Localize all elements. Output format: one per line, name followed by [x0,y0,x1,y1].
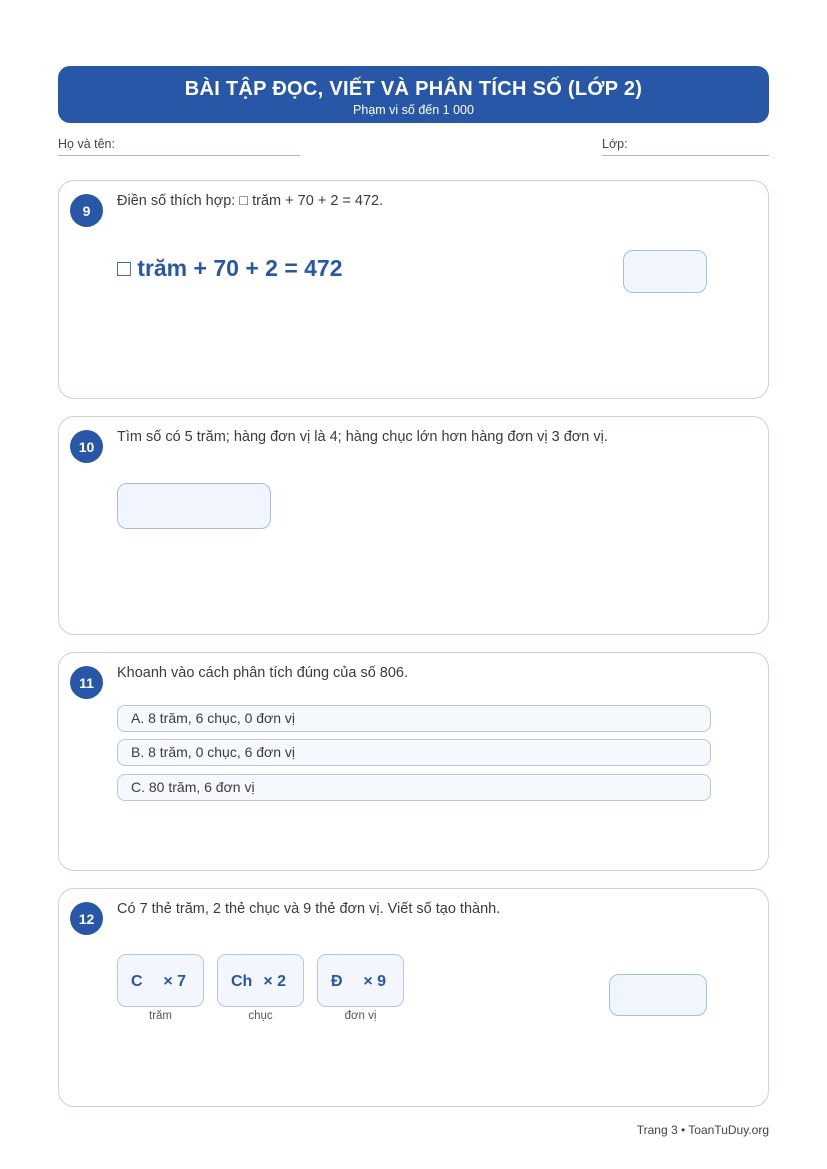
question-prompt: Có 7 thẻ trăm, 2 thẻ chục và 9 thẻ đơn vị. Viết số tạo thành. [117,901,501,917]
name-field[interactable] [58,137,300,156]
block-symbol: Đ [331,973,343,990]
block-symbol: Ch [231,973,253,990]
class-field[interactable] [602,137,769,156]
equation-display: □ trăm + 70 + 2 = 472 [117,255,343,281]
question-prompt: Tìm số có 5 trăm; hàng đơn vị là 4; hàng chục lớn hơn hàng đơn vị 3 đơn vị. [117,429,608,445]
question-card-9 [58,180,769,399]
answer-box[interactable] [117,483,271,529]
question-prompt: Khoanh vào cách phân tích đúng của số 806. [117,665,409,681]
block-count: × 7 [163,973,186,990]
page-footer: Trang 3 • ToanTuDuy.org [636,1123,769,1137]
option-c[interactable]: C. 80 trăm, 6 đơn vị [117,774,711,801]
block-count: × 9 [363,973,386,990]
question-card-11 [58,652,769,871]
block-symbol: C [131,973,143,990]
question-number: 9 [70,194,103,227]
option-b[interactable]: B. 8 trăm, 0 chục, 6 đơn vị [117,739,711,766]
tens-block-card [217,954,304,1007]
units-block-card [317,954,404,1007]
worksheet-title: BÀI TẬP ĐỌC, VIẾT VÀ PHÂN TÍCH SỐ (LỚP 2) [184,78,643,100]
option-a[interactable]: A. 8 trăm, 6 chục, 0 đơn vị [117,705,711,732]
worksheet-header [58,66,769,123]
question-number: 10 [70,430,103,463]
block-count: × 2 [263,973,286,990]
block-label: đơn vị [344,1010,377,1022]
question-number: 11 [70,666,103,699]
answer-box[interactable] [623,250,707,293]
question-prompt: Điền số thích hợp: □ trăm + 70 + 2 = 472. [117,193,384,209]
block-label: trăm [149,1010,172,1022]
question-card-12 [58,888,769,1107]
name-field-label: Họ và tên: [58,137,115,151]
class-field-label: Lớp: [602,137,628,151]
worksheet-subtitle: Phạm vi số đến 1 000 [353,103,474,117]
question-card-10 [58,416,769,635]
hundreds-block-card [117,954,204,1007]
question-number: 12 [70,902,103,935]
block-label: chục [248,1010,273,1022]
answer-box[interactable] [609,974,707,1016]
